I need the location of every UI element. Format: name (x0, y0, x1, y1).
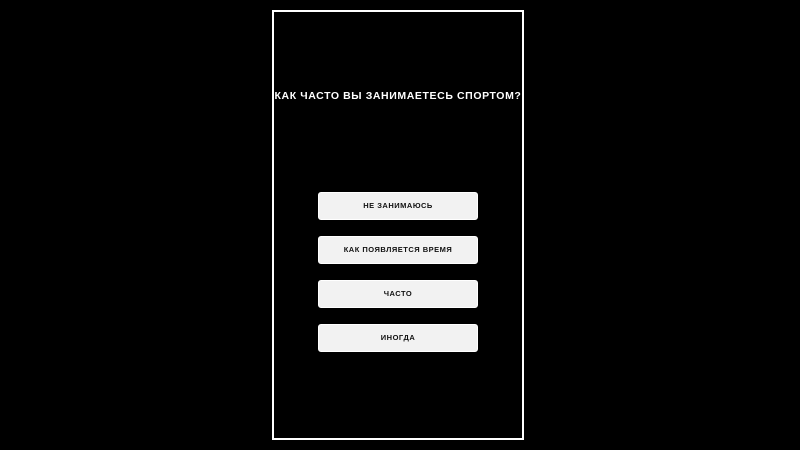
answer-option-3[interactable]: ЧАСТО (318, 280, 478, 308)
survey-question: КАК ЧАСТО ВЫ ЗАНИМАЕТЕСЬ СПОРТОМ? (274, 90, 522, 102)
answer-option-1[interactable]: НЕ ЗАНИМАЮСЬ (318, 192, 478, 220)
phone-frame (272, 10, 524, 440)
answer-list (274, 192, 522, 352)
answer-option-2[interactable]: КАК ПОЯВЛЯЕТСЯ ВРЕМЯ (318, 236, 478, 264)
answer-option-4[interactable]: ИНОГДА (318, 324, 478, 352)
